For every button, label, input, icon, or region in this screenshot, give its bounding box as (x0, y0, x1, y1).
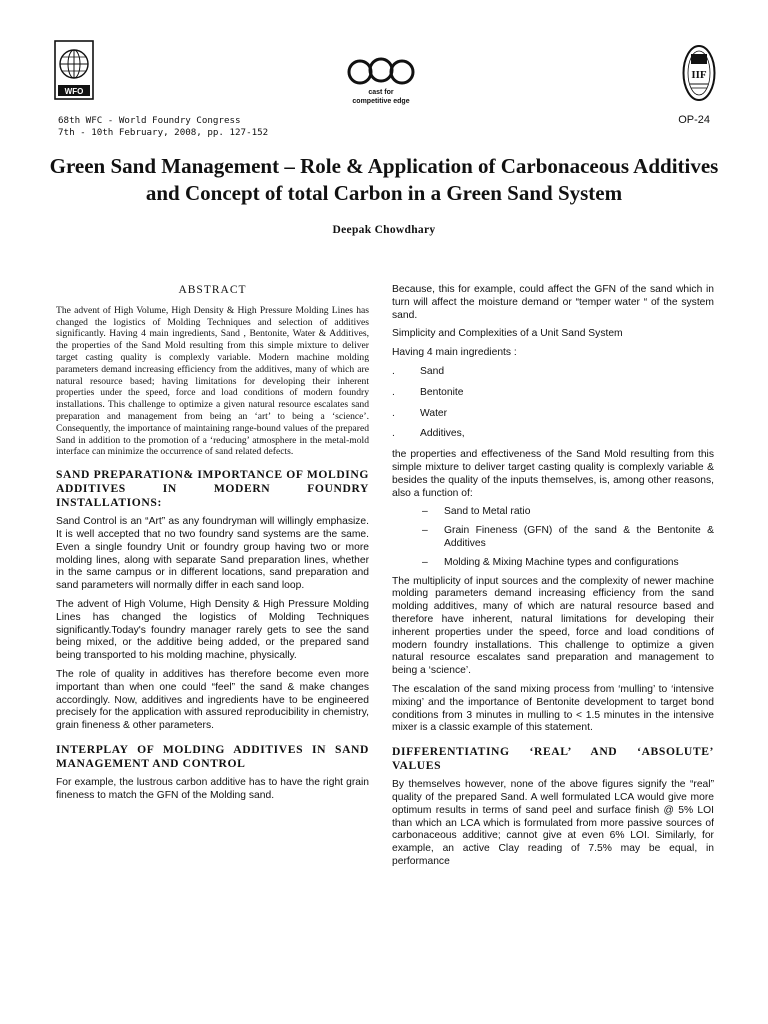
ingredient-item: . Water (392, 408, 714, 421)
ingredient-item: . Additives, (392, 428, 714, 441)
right-column (392, 284, 714, 875)
factor-item: – Molding & Mixing Machine types and configurations (392, 557, 714, 570)
ingredients-intro: Having 4 main ingredients : (392, 347, 517, 359)
iif-logo (682, 44, 716, 102)
paragraph: By themselves however, none of the above figures signify the “real” quality of the prepared Sand. A well formulated LCA would give more optimum results in terms of sand peel and surface finish @ 5% LOI than which an LCA which is formulated from more passive sources of carbonaceous additive; cannot give at even 6% LOI. Similarly, for example, an active Clay reading of 7.5% may be equal, in performance (392, 779, 714, 867)
paragraph: The escalation of the sand mixing process from ‘mulling’ to ‘intensive mixing’ and the importance of Bentonite development to target bond conditions from 3 minutes in mulling to < 1.5 minutes in the intensive mixer is a classic example of this statement. (392, 683, 714, 734)
conference-line: 68th WFC - World Foundry Congress (58, 115, 241, 126)
paragraph: The multiplicity of input sources and the complexity of newer machine molding parameters demand increasing efficiency from the sand molding additives, many of which are natural resource based and therefore have inherent, natural limitations for developing their inherent properties under the speed, force and load conditions of modern foundry installations. This challenge to optimize a given natural resource escalates sand preparation and management to being a ‘science’. (392, 575, 714, 677)
paragraph: the properties and effectiveness of the Sand Mold resulting from this simple mixture to deliver target casting quality is complexly variable & besides the quality of the inputs themselves, is, among other reasons, also a function of: (392, 449, 714, 499)
section-heading-interplay: INTERPLAY OF MOLDING ADDITIVES IN SAND MANAGEMENT AND CONTROL (56, 742, 369, 770)
abstract-heading: ABSTRACT (178, 284, 247, 296)
factor-item: – Grain Fineness (GFN) of the sand & the Bentonite & Additives (392, 525, 714, 551)
conference-date-pages: 7th - 10th February, 2008, pp. 127-152 (58, 127, 269, 138)
paragraph: The advent of High Volume, High Density & High Pressure Molding Lines has changed the logistics of Molding Techniques significantly.Today's foundry manager rarely gets to see the sand being mixed, or the additive being added, or the prepared sand being transported to his molding machine, physically. (56, 598, 369, 662)
logo-tagline-1: cast for (368, 89, 394, 96)
paper-code: OP-24 (678, 114, 710, 126)
iif-logo-text: IIF (691, 69, 707, 81)
logo-tagline-2: competitive edge (352, 98, 410, 105)
factor-item: – Sand to Metal ratio (392, 506, 714, 519)
paragraph: For example, the lustrous carbon additive has to have the right grain fineness to match the GFN of the Molding sand. (56, 776, 369, 801)
paper-title: Green Sand Management – Role & Application of Carbonaceous Additives and Concept of total Carbon in a Green Sand System (49, 154, 719, 205)
subheading-unit-sand-system: Simplicity and Complexities of a Unit Sand System (392, 328, 623, 340)
abstract-text: The advent of High Volume, High Density & High Pressure Molding Lines has changed the logistics of Molding Techniques and selection of additives significantly. Having 4 main ingredients, Sand , Bentonite, Water & Additives, the properties of the Sand Mold resulting from this simple mixture to deliver target casting quality is complexly variable. Modern machine molding parameters demand increasing efficiency from the additives, many of which are natural resource based; having limitations for developing their inherent properties under the speed, force and load conditions of modern foundry installations. This challenge to optimize a given natural resource escalates sand preparation and management from being an ‘art’ to being a ‘science’. Consequently, the importance of maintaining range-bound values of the prepared Sand in addition to the promotion of a ‘reducing’ atmosphere in the metal-mold interface can minimize the occurrence of sand related defects. (56, 304, 369, 458)
author-name: Deepak Chowdhary (332, 224, 436, 236)
paragraph: The role of quality in additives has therefore become even more important than when one could “feel” the sand & make changes accordingly. Now, additives and ingredients have to be engineered precisely for the application with assured reproducibility in chemistry, grain fineness & other parameters. (56, 668, 369, 732)
section-heading-differentiating-values: DIFFERENTIATING ‘REAL’ AND ‘ABSOLUTE’ VALUES (392, 745, 714, 773)
wfo-logo (54, 40, 94, 100)
paragraph: Because, this for example, could affect the GFN of the sand which in turn will affect the moisture demand or “temper water “ of the system sand. (392, 284, 714, 321)
wfo-logo-text: WFO (64, 87, 84, 96)
left-column (56, 284, 369, 809)
section-heading-sand-preparation: SAND PREPARATION& IMPORTANCE OF MOLDING ADDITIVES IN MODERN FOUNDRY INSTALLATIONS: (56, 468, 369, 510)
ingredient-item: . Bentonite (392, 387, 714, 400)
ingredient-item: . Sand (392, 366, 714, 379)
paragraph: Sand Control is an “Art” as any foundryman will willingly emphasize. It is well accepted that no two foundry sand systems are the same. Even a single foundry Unit or foundry group having two or more molding lines, along with separate Sand preparation lines, whether in the same campus or in different locations, sand preparation and sand parameters will normally differ in each sand loop. (56, 516, 369, 592)
congress-logo (340, 54, 422, 110)
